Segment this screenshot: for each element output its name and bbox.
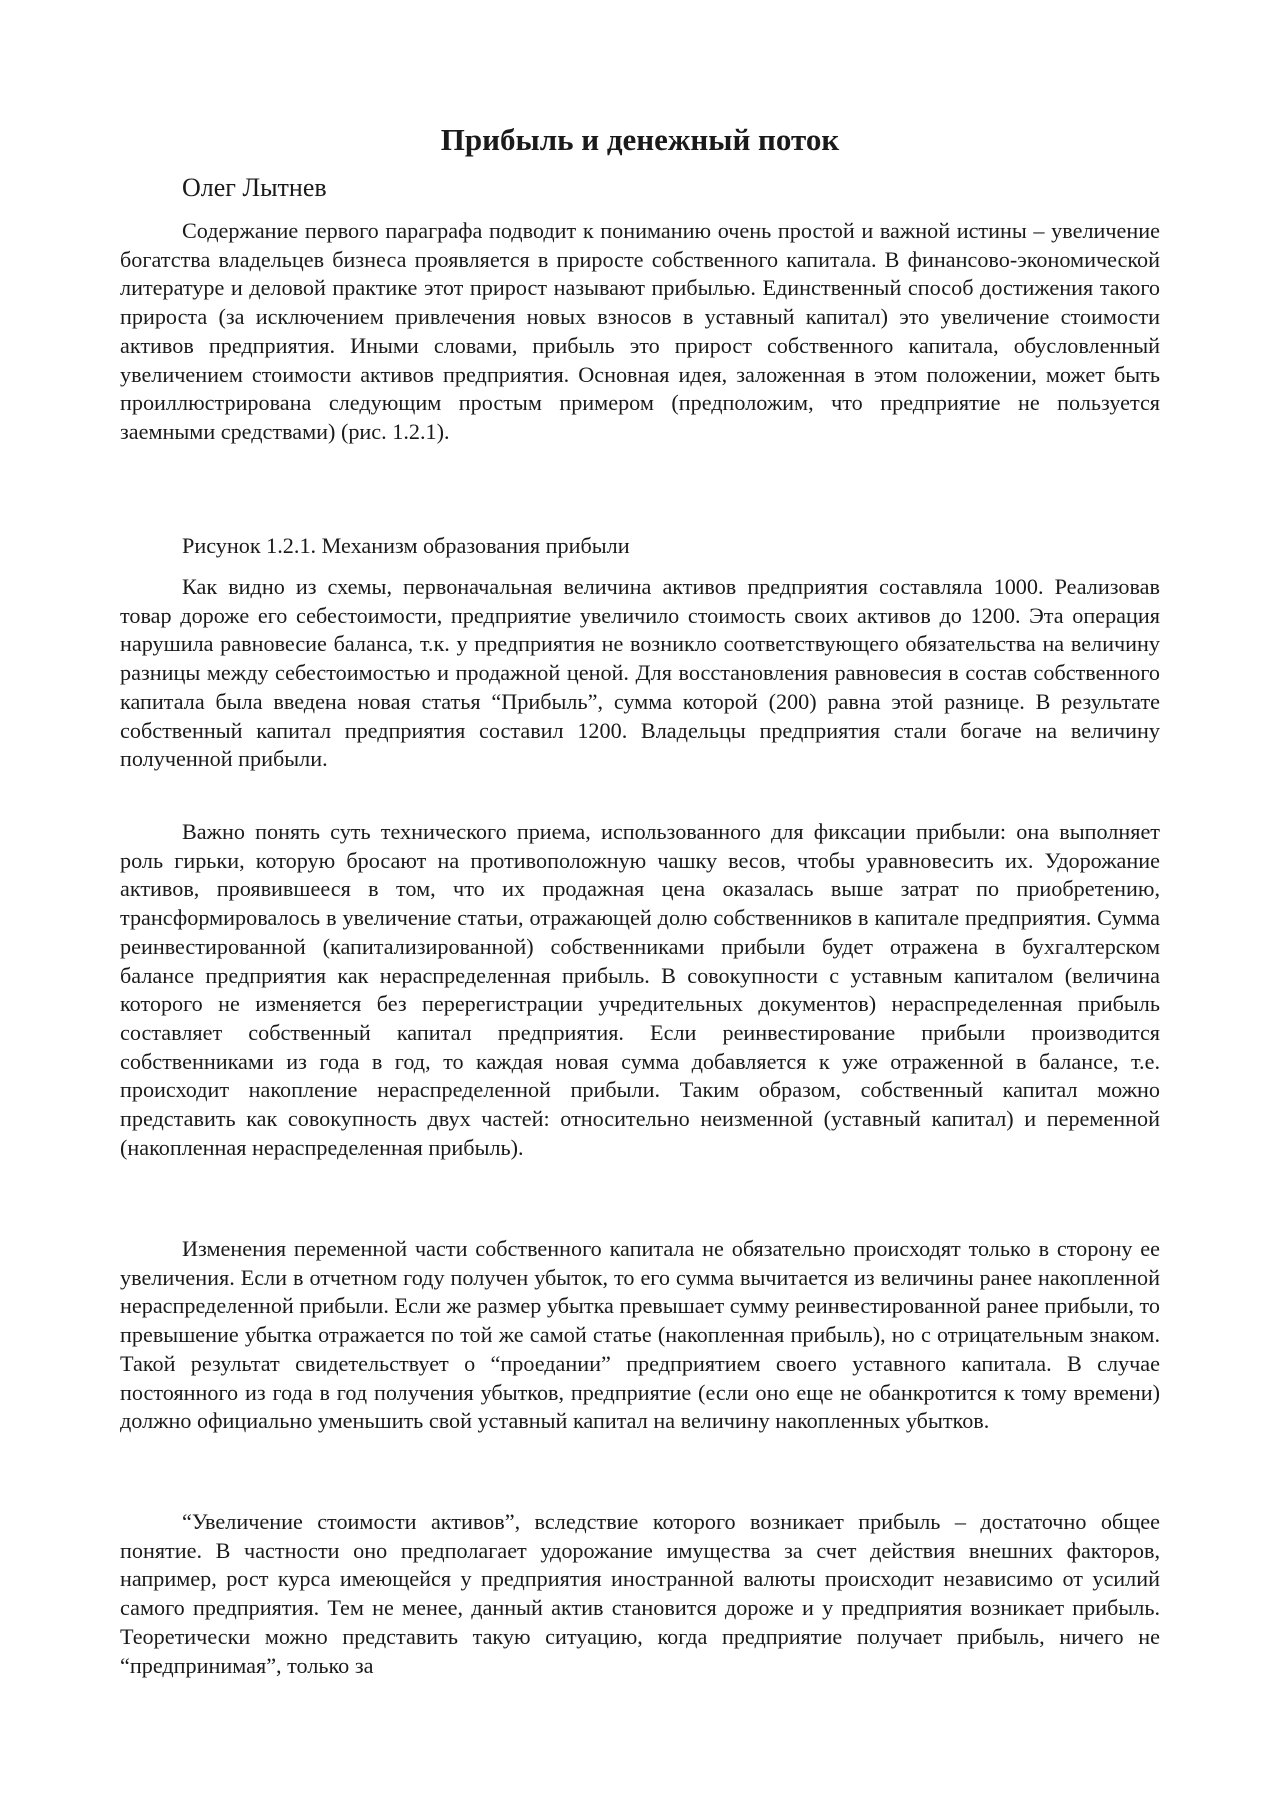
paragraph-5: “Увеличение стоимости активов”, вследствие которого возникает прибыль – достаточно общее понятие. В частности оно предполагает удорожание имущества за счет действия внешних факторов, например, рост курса имеющейся у предприятия иностранной валюты происходит независимо от усилий самого предприятия. Тем не менее, данный актив становится дороже и у предприятия возникает прибыль. Теоретически можно представить такую ситуацию, когда предприятие получает прибыль, ничего не “предпринимая”, только за xyxy=(120,1509,1160,1678)
paragraph-4: Изменения переменной части собственного капитала не обязательно происходят только в сторону ее увеличения. Если в отчетном году получен убыток, то его сумма вычитается из величины ранее накопленной нераспределенной прибыли. Если же размер убытка превышает сумму реинвестированной ранее прибыли, то превышение убытка отражается по той же самой статье (накопленная прибыль), но с отрицательным знаком. Такой результат свидетельствует о “проедании” предприятием своего уставного капитала. В случае постоянного из года в год получения убытков, предприятие (если оно еще не обанкротится к тому времени) должно официально уменьшить свой уставный капитал на величину накопленных убытков. xyxy=(120,1236,1160,1434)
paragraph-3: Важно понять суть технического приема, использованного для фиксации прибыли: она выполняет роль гирьки, которую бросают на противоположную чашку весов, чтобы уравновесить их. Удорожание активов, проявившееся в том, что их продажная цена оказалась выше затрат по приобретению, трансформировалось в увеличение статьи, отражающей долю собственников в капитале предприятия. Сумма реинвестированной (капитализированной) собственниками прибыли будет отражена в бухгалтерском балансе предприятия как нераспределенная прибыль. В совокупности с уставным капиталом (величина которого не изменяется без перерегистрации учредительных документов) нераспределенная прибыль составляет собственный капитал предприятия. Если реинвестирование прибыли производится собственниками из года в год, то каждая новая сумма добавляется к уже отраженной в балансе, т.е. происходит накопление нераспределенной прибыли. Таким образом, собственный капитал можно представить как совокупность двух частей: относительно неизменной (уставный капитал) и переменной (накопленная нераспределенная прибыль). xyxy=(120,819,1160,1160)
document-title: Прибыль и денежный поток xyxy=(440,122,840,157)
author-name: Олег Лытнев xyxy=(182,173,327,202)
figure-caption: Рисунок 1.2.1. Механизм образования прибыли xyxy=(182,533,630,558)
paragraph-1: Содержание первого параграфа подводит к пониманию очень простой и важной истины – увеличение богатства владельцев бизнеса проявляется в приросте собственного капитала. В финансово-экономической литературе и деловой практике этот прирост называют прибылью. Единственный способ достижения такого прироста (за исключением привлечения новых взносов в уставный капитал) это увеличение стоимости активов предприятия. Иными словами, прибыль это прирост собственного капитала, обусловленный увеличением стоимости активов предприятия. Основная идея, заложенная в этом положении, может быть проиллюстрирована следующим простым примером (предположим, что предприятие не пользуется заемными средствами) (рис. 1.2.1). xyxy=(120,218,1160,444)
paragraph-2: Как видно из схемы, первоначальная величина активов предприятия составляла 1000. Реализовав товар дороже его себестоимости, предприятие увеличило стоимость своих активов до 1200. Эта операция нарушила равновесие баланса, т.к. у предприятия не возникло соответствующего обязательства на величину разницы между себестоимостью и продажной ценой. Для восстановления равновесия в состав собственного капитала была введена новая статья “Прибыль”, сумма которой (200) равна этой разнице. В результате собственный капитал предприятия составил 1200. Владельцы предприятия стали богаче на величину полученной прибыли. xyxy=(120,574,1160,772)
